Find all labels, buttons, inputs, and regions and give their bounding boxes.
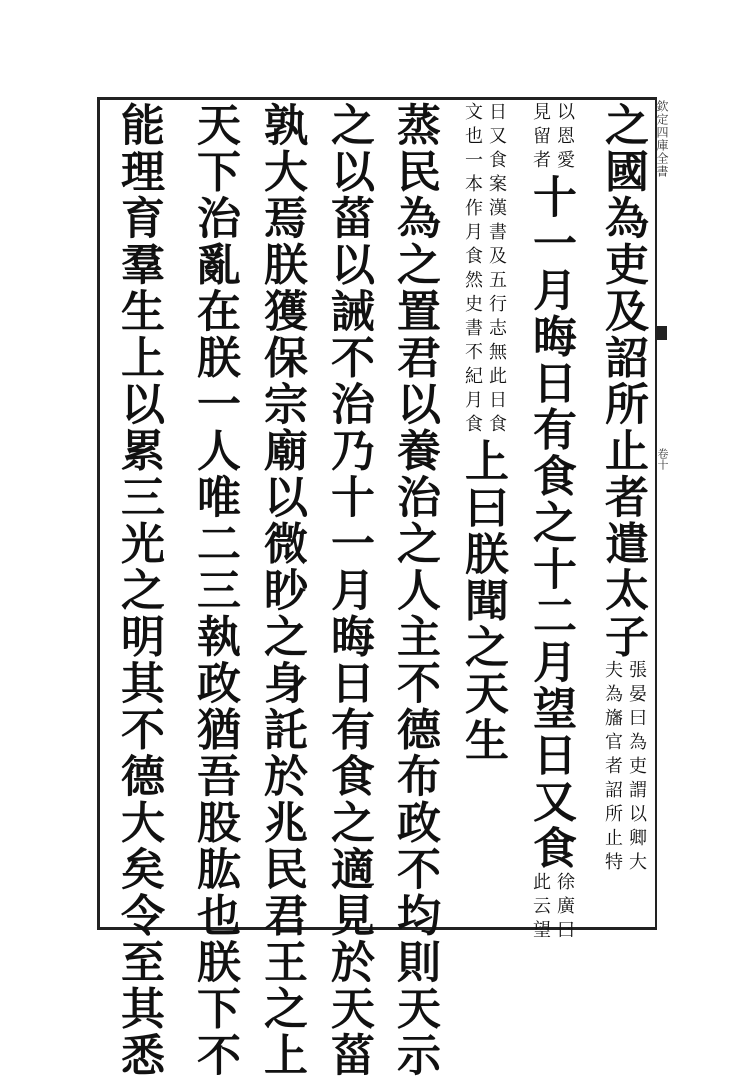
text-column-1 (592, 102, 648, 922)
text-column-3 (452, 102, 508, 922)
commentary-note (528, 102, 576, 174)
text-column-2 (520, 102, 576, 944)
note-left-line: 此云望 (530, 871, 551, 944)
margin-juan-number: 卷十 (656, 448, 669, 470)
note-right-line: 日又食案漢書及五行志無此日食 (486, 102, 507, 438)
fish-tail-mark (655, 326, 667, 340)
text-column-8: 能理育羣生上以累三光之明其不德大矣令至其悉 (113, 102, 164, 1079)
margin-book-title: 欽定四庫全書 (655, 100, 669, 178)
note-right-line: 以恩愛 (554, 102, 575, 174)
main-text: 上曰朕聞之天生 (457, 438, 508, 764)
main-text: 之國為吏及詔所止者遣太子 (597, 102, 648, 660)
note-left-line: 見留者 (530, 102, 551, 174)
note-right-line: 張晏曰為吏謂以卿大 (626, 660, 647, 876)
text-column-4: 蒸民為之置君以養治之人主不德布政不均則天示 (389, 102, 440, 1079)
note-right-line: 徐廣曰 (554, 871, 575, 944)
commentary-note (460, 102, 508, 438)
note-left-line: 夫為旛官者詔所止特 (602, 660, 623, 876)
note-left-line: 文也一本作月食然史書不紀月食 (462, 102, 483, 438)
text-column-6: 孰大焉朕獲保宗廟以微眇之身託於兆民君王之上 (256, 102, 307, 1079)
fold-margin (655, 97, 667, 930)
text-column-7: 天下治亂在朕一人唯二三執政猶吾股肱也朕下不 (189, 102, 240, 1079)
text-column-5: 之以菑以誡不治乃十一月晦日有食之適見於天菑 (323, 102, 374, 1079)
commentary-note (528, 872, 576, 944)
main-text: 十一月晦日有食之十二月望日又食 (525, 174, 576, 872)
commentary-note (600, 660, 648, 876)
